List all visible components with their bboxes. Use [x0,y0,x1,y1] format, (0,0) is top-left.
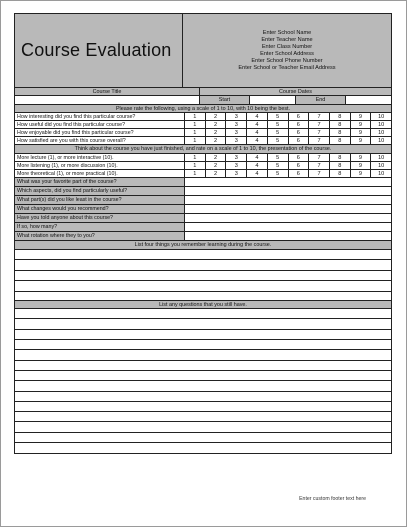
rating-option[interactable]: 10 [378,114,385,120]
rating-option[interactable]: 6 [289,129,310,136]
open-question-row [15,187,391,196]
rating-option[interactable]: 4 [247,154,268,161]
rating-option[interactable]: 9 [351,129,372,136]
open-question-label: Have you told anyone about this course? [15,214,185,222]
school-address-field[interactable]: Enter School Address [260,50,314,57]
open-question-row [15,223,391,232]
rating-option[interactable]: 6 [289,113,310,120]
rating-option[interactable]: 2 [206,121,227,128]
answer-line[interactable] [15,371,391,381]
rating-option[interactable]: 7 [309,154,330,161]
open-questions [15,178,391,241]
rating-question: How interesting did you find this particular course? [15,113,185,120]
rating-option[interactable]: 6 [289,137,310,144]
rating-option[interactable]: 9 [351,170,372,177]
rating-option[interactable]: 3 [226,113,247,120]
open-question-label: What part(s) did you like least in the course? [15,196,185,204]
rating-option[interactable]: 10 [378,138,385,144]
answer-line[interactable] [15,319,391,329]
course-info-row [15,96,391,105]
rating-option[interactable]: 4 [247,162,268,169]
rating-option[interactable]: 4 [247,113,268,120]
rating-option[interactable]: 2 [206,154,227,161]
rating-option[interactable]: 1 [185,129,206,136]
section4-lines [15,309,391,453]
rating-option[interactable]: 8 [330,121,351,128]
answer-line[interactable] [15,392,391,402]
rating-option[interactable]: 4 [247,129,268,136]
end-date-field[interactable] [346,96,391,104]
title-box [15,14,183,87]
answer-line[interactable] [15,250,391,260]
rating-option[interactable]: 1 [185,170,206,177]
rating-option[interactable]: 8 [330,162,351,169]
rating-row [15,113,391,121]
rating-row [15,121,391,129]
rating-option[interactable]: 5 [268,170,289,177]
rating-option[interactable]: 10 [378,130,385,136]
rating-option[interactable]: 10 [378,171,385,177]
open-question-row [15,178,391,187]
rating-option[interactable]: 1 [185,154,206,161]
evaluation-form [14,13,392,454]
school-info [183,14,391,87]
rating-option[interactable]: 7 [309,129,330,136]
rating-row [15,162,391,170]
section3-lines [15,250,391,292]
rating-option[interactable]: 7 [309,137,330,144]
section1-instruction: Please rate the following, using a scale of 1 to 10, with 10 being the best. [115,106,291,112]
rating-option[interactable]: 2 [206,137,227,144]
open-question-label: What changes would you recommend? [15,205,185,213]
answer-line[interactable] [15,309,391,319]
rating-option[interactable]: 5 [268,121,289,128]
answer-line[interactable] [15,260,391,270]
rating-option[interactable]: 4 [247,137,268,144]
rating-row [15,154,391,162]
rating-question: More lecture (1), or more interactive (10). [15,154,185,161]
rating-option[interactable]: 10 [378,122,385,128]
rating-option[interactable]: 7 [309,121,330,128]
email-field[interactable]: Enter School or Teacher Email Address [238,64,336,71]
rating-option[interactable]: 1 [185,137,206,144]
answer-line[interactable] [15,271,391,281]
rating-option[interactable]: 7 [309,162,330,169]
open-question-answer[interactable] [185,223,391,231]
section3-title-row [15,241,391,250]
start-date-field[interactable] [250,96,296,104]
rating-option[interactable]: 5 [268,113,289,120]
answer-line[interactable] [15,402,391,412]
rating-option[interactable]: 9 [351,162,372,169]
course-title-label: Course Title [15,88,200,95]
class-number-field[interactable]: Enter Class Number [261,43,313,50]
rating-option[interactable]: 2 [206,162,227,169]
rating-question: More listening (1), or more discussion (10). [15,162,185,169]
rating-question: How useful did you find this particular course? [15,121,185,128]
open-question-answer[interactable] [185,187,391,195]
rating-option[interactable]: 5 [268,129,289,136]
school-name-field[interactable]: Enter School Name [262,29,312,36]
open-question-answer[interactable] [185,214,391,222]
section4-title: List any questions that you still have. [159,302,247,309]
section2-instruction: Think about the course you have just finished, and rate on a scale of 1 to 10, the presentation of the course. [74,146,332,152]
rating-option[interactable]: 9 [351,137,372,144]
rating-question: More theoretical (1), or more practical (10). [15,170,185,177]
rating-option[interactable]: 8 [330,113,351,120]
open-question-row [15,214,391,223]
rating-question: How satisfied are you with this course overall? [15,137,185,144]
answer-line[interactable] [15,433,391,443]
rating-option[interactable]: 2 [206,129,227,136]
answer-line[interactable] [15,340,391,350]
rating-option[interactable]: 6 [289,121,310,128]
rating-option[interactable]: 7 [309,113,330,120]
form-title: Course Evaluation [21,40,172,60]
open-question-answer[interactable] [185,196,391,204]
answer-line[interactable] [15,361,391,371]
teacher-name-field[interactable]: Enter Teacher Name [261,36,313,43]
rating-option[interactable]: 4 [247,170,268,177]
rating-option[interactable]: 4 [247,121,268,128]
rating-option[interactable]: 3 [226,137,247,144]
open-question-answer[interactable] [185,178,391,186]
rating-row [15,170,391,178]
open-question-answer[interactable] [185,232,391,240]
rating-option[interactable]: 3 [226,170,247,177]
rating-option[interactable]: 6 [289,154,310,161]
open-question-answer[interactable] [185,205,391,213]
answer-line[interactable] [15,422,391,432]
answer-line[interactable] [15,350,391,360]
rating-option[interactable]: 8 [330,137,351,144]
rating-option[interactable]: 5 [268,154,289,161]
footer-note[interactable]: Enter custom footer text here [299,496,366,502]
rating-row [15,137,391,145]
answer-line[interactable] [15,330,391,340]
rating-option[interactable]: 9 [351,154,372,161]
rating-option[interactable]: 2 [206,170,227,177]
open-question-row [15,232,391,241]
rating-question: How enjoyable did you find this particular course? [15,129,185,136]
school-phone-field[interactable]: Enter School Phone Number [251,57,323,64]
rating-option[interactable]: 3 [226,154,247,161]
open-question-label: Which aspects, did you find particularly useful? [15,187,185,195]
section2-instruction-row [15,145,391,154]
rating-option[interactable]: 8 [330,154,351,161]
rating-option[interactable]: 10 [378,163,385,169]
rating-option[interactable]: 2 [206,113,227,120]
rating-option[interactable]: 5 [268,162,289,169]
rating-option[interactable]: 6 [289,162,310,169]
answer-line[interactable] [15,443,391,453]
open-question-label: If so, how many? [15,223,185,231]
rating-option[interactable]: 5 [268,137,289,144]
rating-option[interactable]: 1 [185,121,206,128]
open-question-label: What rotation where they to you? [15,232,185,240]
rating-option[interactable]: 10 [378,155,385,161]
rating-option[interactable]: 8 [330,129,351,136]
rating-option[interactable]: 1 [185,113,206,120]
answer-line[interactable] [15,381,391,391]
rating-option[interactable]: 3 [226,129,247,136]
section4-title-row [15,300,391,309]
rating-option[interactable]: 6 [289,170,310,177]
rating-option[interactable]: 1 [185,162,206,169]
section1-rows [15,113,391,145]
course-info-header [15,88,391,96]
open-question-row [15,205,391,214]
rating-option[interactable]: 3 [226,162,247,169]
course-dates-label: Course Dates [279,89,312,95]
start-label: Start [200,96,250,104]
end-label: End [296,96,346,104]
rating-option[interactable]: 3 [226,121,247,128]
open-question-row [15,196,391,205]
course-title-field[interactable] [15,96,200,104]
form-header [15,14,391,88]
rating-option[interactable]: 8 [330,170,351,177]
section2-rows [15,154,391,178]
rating-option[interactable]: 9 [351,121,372,128]
answer-line[interactable] [15,412,391,422]
rating-option[interactable]: 9 [351,113,372,120]
open-question-label: What was your favorite part of the course? [15,178,185,186]
rating-row [15,129,391,137]
section1-instruction-row [15,105,391,113]
answer-line[interactable] [15,281,391,291]
rating-option[interactable]: 7 [309,170,330,177]
section3-title: List four things you remember learning during the course. [134,242,272,248]
